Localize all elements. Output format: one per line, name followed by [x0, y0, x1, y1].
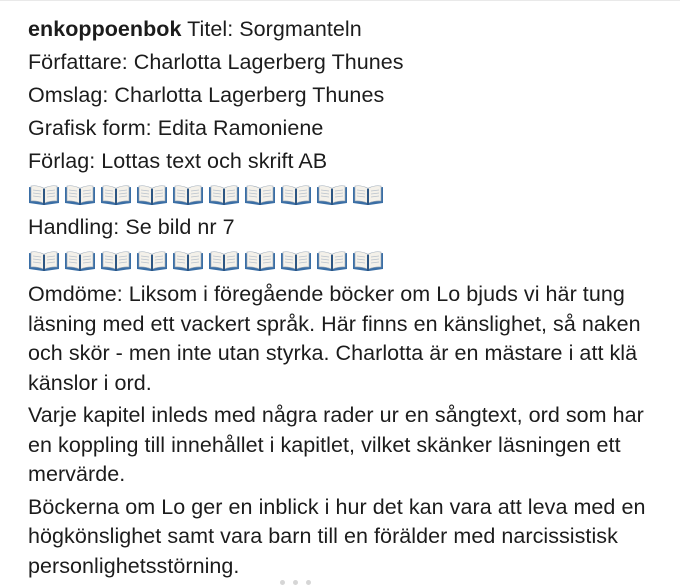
open-book-icon	[244, 250, 276, 272]
indicator-dot	[293, 580, 298, 585]
open-book-icon	[244, 184, 276, 206]
bottom-indicator	[280, 580, 311, 585]
post-caption	[28, 13, 668, 581]
title-text: Titel: Sorgmanteln	[181, 17, 362, 41]
open-book-icon	[316, 250, 348, 272]
cover-line: Omslag: Charlotta Lagerberg Thunes	[28, 83, 385, 107]
author-line: Författare: Charlotta Lagerberg Thunes	[28, 50, 404, 74]
open-book-icon	[280, 184, 312, 206]
graphic-design-line: Grafisk form: Edita Ramoniene	[28, 116, 324, 140]
plot-line: Handling: Se bild nr 7	[28, 215, 235, 239]
open-book-icon	[136, 250, 168, 272]
open-book-icon	[64, 184, 96, 206]
username-link[interactable]: enkoppoenbok	[28, 17, 182, 41]
open-book-icon	[100, 184, 132, 206]
open-book-icon	[172, 184, 204, 206]
indicator-dot	[306, 580, 311, 585]
review-paragraph: Omdöme: Liksom i föregående böcker om Lo bjuds vi här tung läsning med ett vackert språk. Här finns en känslighet, så naken och skör - men inte utan styrka. Charlotta är en mästare i att klä känslor i ord.	[28, 282, 641, 395]
open-book-icon	[208, 184, 240, 206]
books-paragraph: Böckerna om Lo ger en inblick i hur det kan vara att leva med en högkönslighet samt vara barn till en förälder med narcissistisk personlighetsstörning.	[28, 494, 646, 578]
book-emoji-row	[28, 178, 668, 211]
open-book-icon	[352, 184, 384, 206]
open-book-icon	[28, 184, 60, 206]
top-divider	[0, 0, 680, 11]
chapters-paragraph: Varje kapitel inleds med några rader ur en sångtext, ord som har en koppling till innehållet i kapitlet, vilket skänker läsningen ett mervärde.	[28, 403, 644, 486]
open-book-icon	[280, 250, 312, 272]
indicator-dot	[280, 580, 285, 585]
open-book-icon	[64, 250, 96, 272]
book-emoji-row	[28, 244, 668, 277]
publisher-line: Förlag: Lottas text och skrift AB	[28, 149, 328, 173]
open-book-icon	[316, 184, 348, 206]
open-book-icon	[28, 250, 60, 272]
open-book-icon	[352, 250, 384, 272]
caption-title-line	[28, 13, 668, 46]
open-book-icon	[172, 250, 204, 272]
open-book-icon	[100, 250, 132, 272]
open-book-icon	[136, 184, 168, 206]
open-book-icon	[208, 250, 240, 272]
